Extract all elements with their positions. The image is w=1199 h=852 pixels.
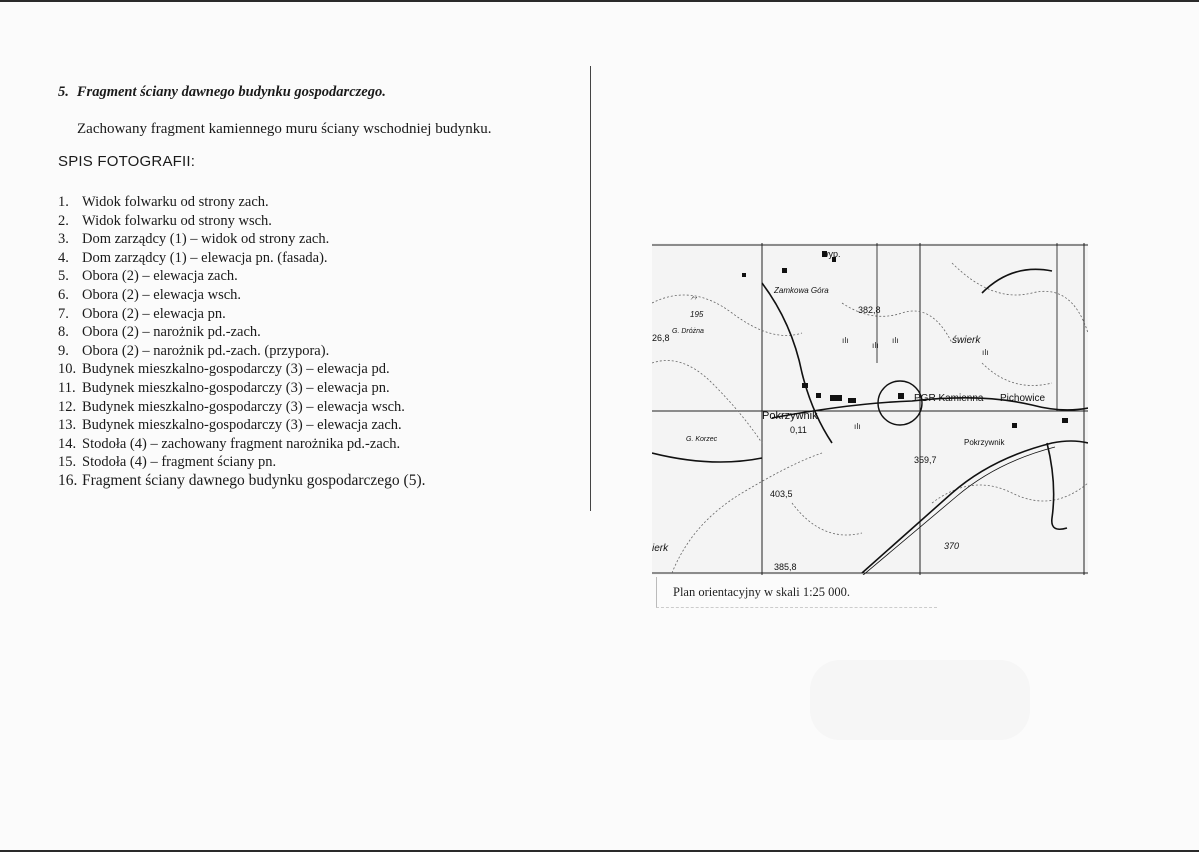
photo-item-text: Obora (2) – elewacja zach. bbox=[82, 268, 238, 285]
map-label-height-385-8: 385,8 bbox=[774, 562, 797, 572]
photo-item-text: Stodoła (4) – zachowany fragment narożnika pd.-zach. bbox=[82, 435, 401, 452]
photo-list-item bbox=[58, 249, 426, 268]
map-label-pokrzywnik-small: Pokrzywnik bbox=[964, 438, 1005, 447]
map-label-pokrzywnik: Pokrzywnik bbox=[762, 410, 818, 422]
photo-item-number: 2. bbox=[58, 212, 69, 229]
orientation-map bbox=[652, 243, 1088, 575]
photo-list-item bbox=[58, 453, 426, 472]
map-label-zamkowa-gora: Zamkowa Góra bbox=[774, 286, 829, 295]
photo-item-number: 14. bbox=[58, 435, 77, 452]
photo-list-item bbox=[58, 212, 426, 231]
photo-list-heading: SPIS FOTOGRAFII: bbox=[58, 153, 196, 170]
photo-item-number: 15. bbox=[58, 454, 77, 471]
photo-item-text: Obora (2) – elewacja pn. bbox=[82, 305, 226, 322]
map-caption: Plan orientacyjny w skali 1:25 000. bbox=[673, 585, 851, 599]
map-label-pgr-kamienna: PGR Kamienna bbox=[914, 393, 984, 404]
map-label-height-26-8: 26,8 bbox=[652, 333, 670, 343]
photo-list-item bbox=[58, 323, 426, 342]
map-label-g-drozna: G. Dróżna bbox=[672, 328, 704, 335]
map-label-wyp: wyp. bbox=[822, 249, 841, 259]
photo-item-number: 13. bbox=[58, 417, 77, 434]
section-heading bbox=[58, 84, 386, 101]
photo-item-text: Widok folwarku od strony zach. bbox=[82, 194, 269, 210]
map-label-height-382-8: 382,8 bbox=[858, 305, 881, 315]
map-label-height-359-7: 359,7 bbox=[914, 455, 937, 465]
svg-text:ılı: ılı bbox=[854, 422, 861, 431]
photo-item-number: 11. bbox=[58, 379, 76, 396]
photo-item-number: 3. bbox=[58, 231, 69, 248]
section-number: 5. bbox=[58, 84, 69, 100]
photo-item-text: Dom zarządcy (1) – elewacja pn. (fasada). bbox=[82, 249, 328, 266]
photo-list-item bbox=[58, 435, 426, 454]
photo-list-item bbox=[58, 416, 426, 435]
page-top-edge bbox=[0, 0, 1199, 2]
photo-item-number: 4. bbox=[58, 249, 69, 266]
photo-item-number: 10. bbox=[58, 361, 77, 378]
photo-item-text: Budynek mieszkalno-gospodarczy (3) – elewacja pn. bbox=[82, 379, 390, 396]
photo-item-text: Obora (2) – elewacja wsch. bbox=[82, 286, 242, 303]
map-label-height-403-5: 403,5 bbox=[770, 489, 793, 499]
photo-item-text: Fragment ściany dawnego budynku gospodarczego (5). bbox=[82, 471, 426, 489]
photo-list-item bbox=[58, 472, 426, 491]
photo-item-text: Stodoła (4) – fragment ściany pn. bbox=[82, 454, 277, 471]
map-label-0-11: 0,11 bbox=[790, 425, 807, 435]
photo-list-item bbox=[58, 230, 426, 249]
photo-item-text: Budynek mieszkalno-gospodarczy (3) – elewacja zach. bbox=[82, 417, 402, 434]
photo-item-text: Obora (2) – narożnik pd.-zach. (przypora). bbox=[82, 342, 330, 359]
photo-list-item bbox=[58, 379, 426, 398]
photo-list-item bbox=[58, 305, 426, 324]
svg-text:ılı: ılı bbox=[872, 341, 879, 350]
photo-list-item bbox=[58, 193, 426, 212]
map-label-pichowice: Pichowice bbox=[1000, 393, 1046, 404]
photo-item-number: 8. bbox=[58, 324, 69, 341]
photo-item-text: Budynek mieszkalno-gospodarczy (3) – elewacja wsch. bbox=[82, 398, 405, 415]
photo-item-number: 6. bbox=[58, 286, 69, 303]
photo-item-number: 16. bbox=[58, 471, 78, 489]
svg-text:ılı: ılı bbox=[892, 336, 899, 345]
topographic-map-drawing bbox=[652, 243, 1088, 575]
photo-item-number: 9. bbox=[58, 342, 69, 359]
column-divider bbox=[590, 66, 591, 511]
photo-list-item bbox=[58, 342, 426, 361]
map-label-g-korzec: G. Korzec bbox=[686, 436, 718, 443]
section-title: Fragment ściany dawnego budynku gospodarczego. bbox=[76, 84, 386, 100]
photo-item-text: Widok folwarku od strony wsch. bbox=[82, 212, 272, 229]
photo-item-number: 7. bbox=[58, 305, 69, 322]
photo-item-number: 12. bbox=[58, 398, 77, 415]
photo-list-item bbox=[58, 286, 426, 305]
photo-list bbox=[58, 193, 426, 491]
photo-list-item bbox=[58, 398, 426, 417]
svg-text:⺈: ⺈ bbox=[690, 296, 698, 305]
scan-smudge bbox=[810, 660, 1030, 740]
photo-item-number: 5. bbox=[58, 268, 69, 285]
map-label-height-370: 370 bbox=[944, 541, 960, 551]
svg-text:ılı: ılı bbox=[982, 348, 989, 357]
photo-list-item bbox=[58, 360, 426, 379]
photo-item-text: Dom zarządcy (1) – widok od strony zach. bbox=[82, 231, 330, 248]
map-caption-box bbox=[656, 577, 937, 608]
photo-item-text: Budynek mieszkalno-gospodarczy (3) – elewacja pd. bbox=[82, 361, 390, 378]
photo-item-number: 1. bbox=[58, 194, 69, 210]
svg-text:ılı: ılı bbox=[842, 336, 849, 345]
photo-item-text: Obora (2) – narożnik pd.-zach. bbox=[82, 324, 261, 341]
photo-list-item bbox=[58, 267, 426, 286]
map-label-swierk-bottom: ierk bbox=[652, 543, 669, 554]
section-description: Zachowany fragment kamiennego muru ściany wschodniej budynku. bbox=[77, 121, 492, 137]
map-label-height-195: 195 bbox=[690, 310, 704, 319]
map-label-swierk-top: świerk bbox=[952, 335, 981, 346]
